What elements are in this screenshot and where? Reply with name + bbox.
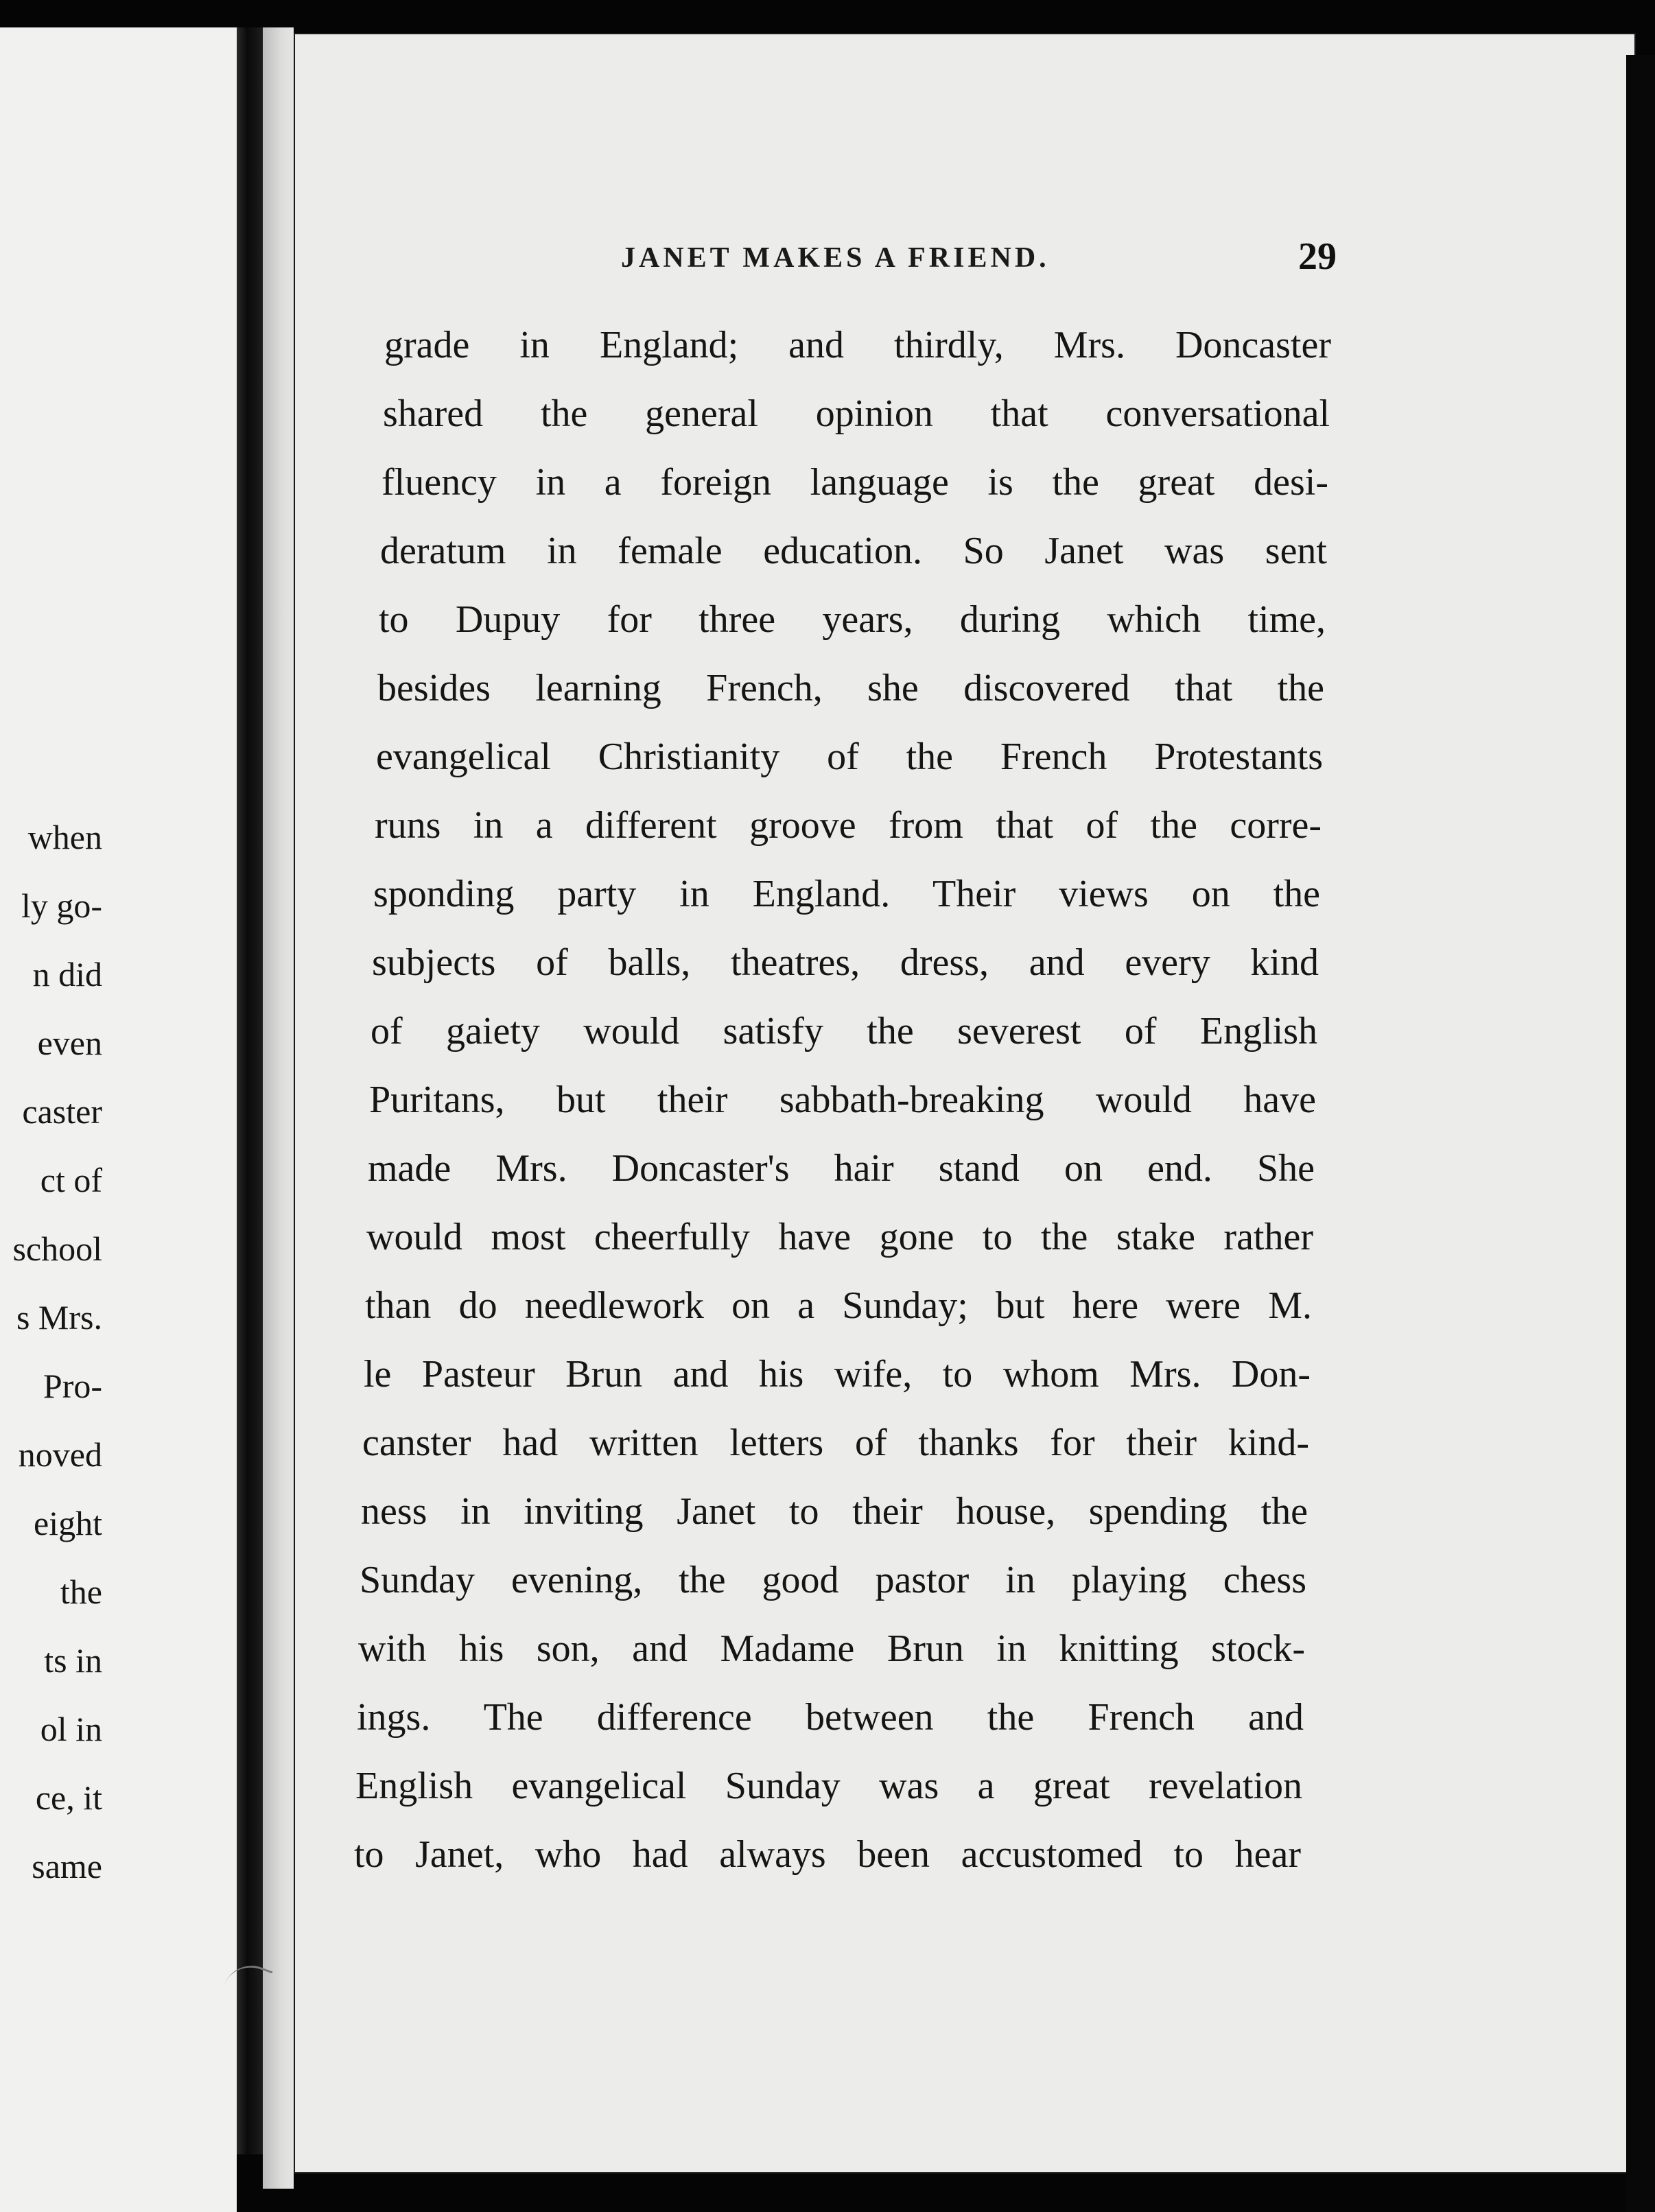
- body-line: with his son, and Madame Brun in knitting stock-: [358, 1627, 1305, 1670]
- body-line: evangelical Christianity of the French Protestants: [376, 736, 1323, 778]
- body-line: Puritans, but their sabbath-breaking would have: [369, 1079, 1316, 1121]
- left-page-line: ts in: [44, 1641, 102, 1680]
- page-number: 29: [1298, 235, 1337, 278]
- gutter-fold-shadow: [263, 27, 294, 2189]
- left-page-line: the: [60, 1573, 102, 1611]
- body-line: to Janet, who had always been accustomed to hear: [354, 1833, 1301, 1876]
- left-page-line: n did: [32, 955, 102, 993]
- body-line: runs in a different groove from that of the corre-: [375, 804, 1322, 847]
- left-page-line: when: [27, 818, 102, 856]
- left-page-line: eight: [34, 1504, 102, 1542]
- body-line: than do needlework on a Sunday; but here were M.: [365, 1284, 1312, 1327]
- left-page-line: even: [37, 1024, 102, 1062]
- body-line: English evangelical Sunday was a great revelation: [355, 1765, 1302, 1807]
- body-line: Sunday evening, the good pastor in playing chess: [360, 1559, 1306, 1601]
- body-line: ings. The difference between the French and: [357, 1696, 1304, 1739]
- left-page-line: ct of: [40, 1161, 102, 1199]
- left-page-line: ce, it: [35, 1778, 102, 1817]
- book-gutter: [237, 27, 263, 2154]
- left-page-fragment: [0, 27, 237, 2212]
- left-page-line: caster: [22, 1092, 102, 1131]
- body-line: fluency in a foreign language is the great desi-: [382, 461, 1328, 504]
- body-line: would most cheerfully have gone to the stake rather: [366, 1216, 1313, 1258]
- running-head: JANET MAKES A FRIEND.: [621, 242, 1050, 274]
- body-line: made Mrs. Doncaster's hair stand on end. She: [368, 1147, 1315, 1190]
- left-page-line: s Mrs.: [16, 1298, 102, 1337]
- body-line: ness in inviting Janet to their house, spending the: [361, 1490, 1308, 1533]
- body-line: shared the general opinion that conversational: [383, 392, 1330, 435]
- body-line: of gaiety would satisfy the severest of English: [371, 1010, 1317, 1052]
- body-line: grade in England; and thirdly, Mrs. Doncaster: [384, 324, 1331, 366]
- body-line: subjects of balls, theatres, dress, and every kind: [372, 941, 1319, 984]
- left-page-line: same: [32, 1847, 102, 1885]
- body-line: canster had written letters of thanks for their kind-: [362, 1422, 1309, 1464]
- left-page-line: ly go-: [21, 886, 102, 925]
- body-line: le Pasteur Brun and his wife, to whom Mrs. Don-: [364, 1353, 1311, 1396]
- left-page-line: school: [12, 1229, 102, 1268]
- body-line: deratum in female education. So Janet was sent: [380, 530, 1327, 572]
- body-line: besides learning French, she discovered that the: [377, 667, 1324, 709]
- left-page-line: Pro-: [43, 1367, 102, 1405]
- left-page-line: noved: [18, 1435, 102, 1474]
- left-page-line: ol in: [40, 1710, 102, 1748]
- right-page-edge: [1626, 55, 1655, 2212]
- body-line: to Dupuy for three years, during which time,: [379, 598, 1326, 641]
- body-line: sponding party in England. Their views on the: [373, 873, 1320, 915]
